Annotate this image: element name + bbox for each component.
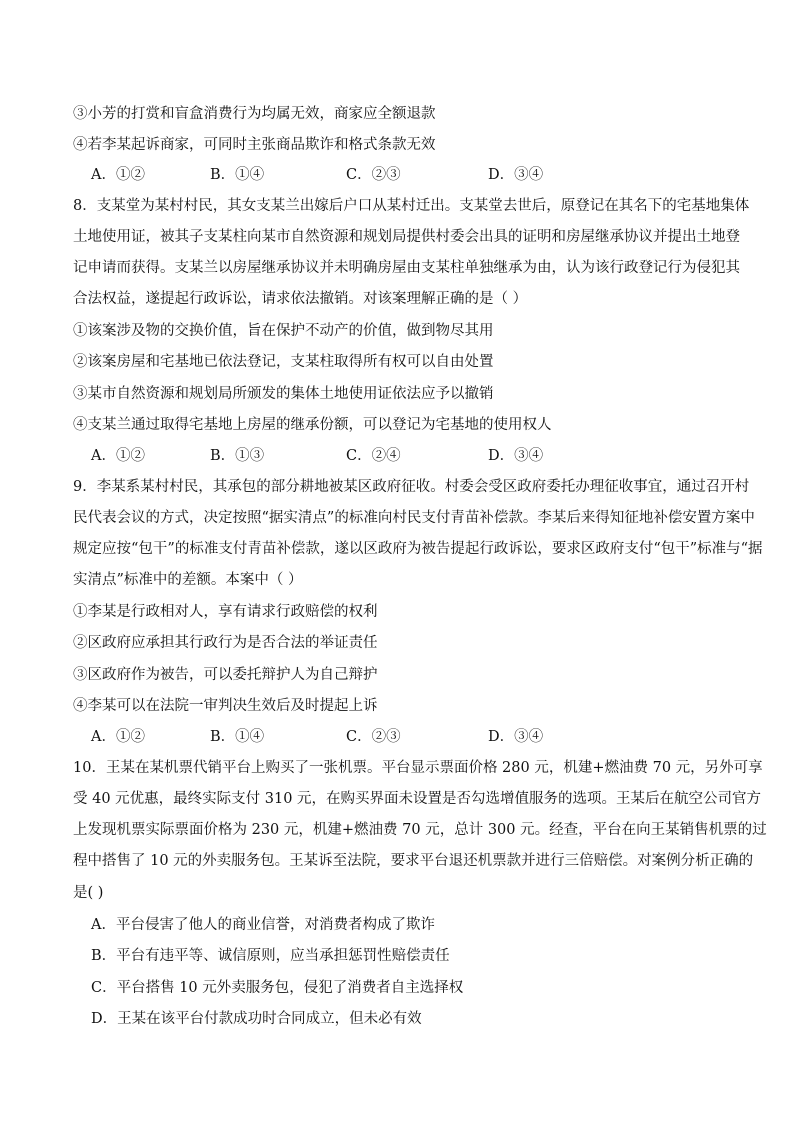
q10-choice-d[interactable]: D．王某在该平台付款成功时合同成立，但未必有效 [91, 1011, 422, 1027]
q8-option-a[interactable]: A．①② [91, 448, 145, 464]
q9-statement-1: ①李某是行政相对人，享有请求行政赔偿的权利 [73, 604, 378, 620]
q8-option-c[interactable]: C．②④ [346, 448, 401, 464]
q8-options [91, 447, 691, 465]
q10-stem-line: 是( ) [73, 885, 104, 901]
q8-statement-3: ③某市自然资源和规划局所颁发的集体土地使用证依法应予以撤销 [73, 386, 494, 402]
q9-option-b[interactable]: B．①④ [210, 729, 265, 745]
q8-statement-1: ①该案涉及物的交换价值，旨在保护不动产的价值，做到物尽其用 [73, 323, 494, 339]
q8-statement-4: ④支某兰通过取得宅基地上房屋的继承份额，可以登记为宅基地的使用权人 [73, 417, 552, 433]
q10-stem-line: 10．王某在某机票代销平台上购买了一张机票。平台显示票面价格 280 元，机建+燃油费 70 元，另外可享 [73, 760, 763, 776]
q7-option-d[interactable]: D．③④ [488, 167, 544, 183]
q7-option-c[interactable]: C．②③ [346, 167, 401, 183]
q9-statement-3: ③区政府作为被告，可以委托辩护人为自己辩护 [73, 667, 378, 683]
q7-option-b[interactable]: B．①④ [210, 167, 265, 183]
q9-stem-line: 民代表会议的方式，决定按照“据实清点”的标准向村民支付青苗补偿款。李某后来得知征地补偿安置方案中 [73, 510, 755, 526]
q8-stem-line: 记申请而获得。支某兰以房屋继承协议并未明确房屋由支某柱单独继承为由，认为该行政登记行为侵犯其 [73, 260, 740, 276]
q10-choice-c[interactable]: C．平台搭售 10 元外卖服务包，侵犯了消费者自主选择权 [91, 980, 464, 996]
q8-stem-line: 8．支某堂为某村村民，其女支某兰出嫁后户口从某村迁出。支某堂去世后，原登记在其名下的宅基地集体 [73, 198, 750, 214]
q9-option-d[interactable]: D．③④ [488, 729, 544, 745]
q8-stem-line: 合法权益，遂提起行政诉讼，请求依法撤销。对该案理解正确的是（ ） [73, 291, 528, 307]
q9-stem-line: 实清点”标准中的差额。本案中（ ） [73, 572, 303, 588]
q9-option-c[interactable]: C．②③ [346, 729, 401, 745]
q9-statement-2: ②区政府应承担其行政行为是否合法的举证责任 [73, 635, 378, 651]
q7-options [91, 166, 691, 184]
q9-stem-line: 规定应按“包干”的标准支付青苗补偿款，遂以区政府为被告提起行政诉讼，要求区政府支付“包干”标准与“据 [73, 541, 763, 557]
q10-stem-line: 受 40 元优惠，最终实际支付 310 元，在购买界面未设置是否勾选增值服务的选项。王某后在航空公司官方 [73, 791, 762, 807]
q8-statement-2: ②该案房屋和宅基地已依法登记，支某柱取得所有权可以自由处置 [73, 354, 494, 370]
q7-statement-4: ④若李某起诉商家，可同时主张商品欺诈和格式条款无效 [73, 137, 436, 153]
q10-stem-line: 程中搭售了 10 元的外卖服务包。王某诉至法院，要求平台退还机票款并进行三倍赔偿。对案例分析正确的 [73, 853, 754, 869]
q9-options [91, 728, 691, 746]
q9-stem-line: 9．李某系某村村民，其承包的部分耕地被某区政府征收。村委会受区政府委托办理征收事宜，通过召开村 [73, 479, 750, 495]
q8-stem-line: 土地使用证，被其子支某柱向某市自然资源和规划局提供村委会出具的证明和房屋继承协议并提出土地登 [73, 229, 740, 245]
q9-statement-4: ④李某可以在法院一审判决生效后及时提起上诉 [73, 698, 378, 714]
q9-option-a[interactable]: A．①② [91, 729, 145, 745]
q8-option-b[interactable]: B．①③ [210, 448, 265, 464]
q10-choice-b[interactable]: B．平台有违平等、诚信原则，应当承担惩罚性赔偿责任 [91, 948, 450, 964]
q10-stem-line: 上发现机票实际票面价格为 230 元，机建+燃油费 70 元，总计 300 元。经查，平台在向王某销售机票的过 [73, 822, 767, 838]
q7-statement-3: ③小芳的打赏和盲盒消费行为均属无效，商家应全额退款 [73, 106, 436, 122]
q8-option-d[interactable]: D．③④ [488, 448, 544, 464]
q7-option-a[interactable]: A．①② [91, 167, 145, 183]
q10-choice-a[interactable]: A．平台侵害了他人的商业信誉，对消费者构成了欺诈 [91, 917, 435, 933]
